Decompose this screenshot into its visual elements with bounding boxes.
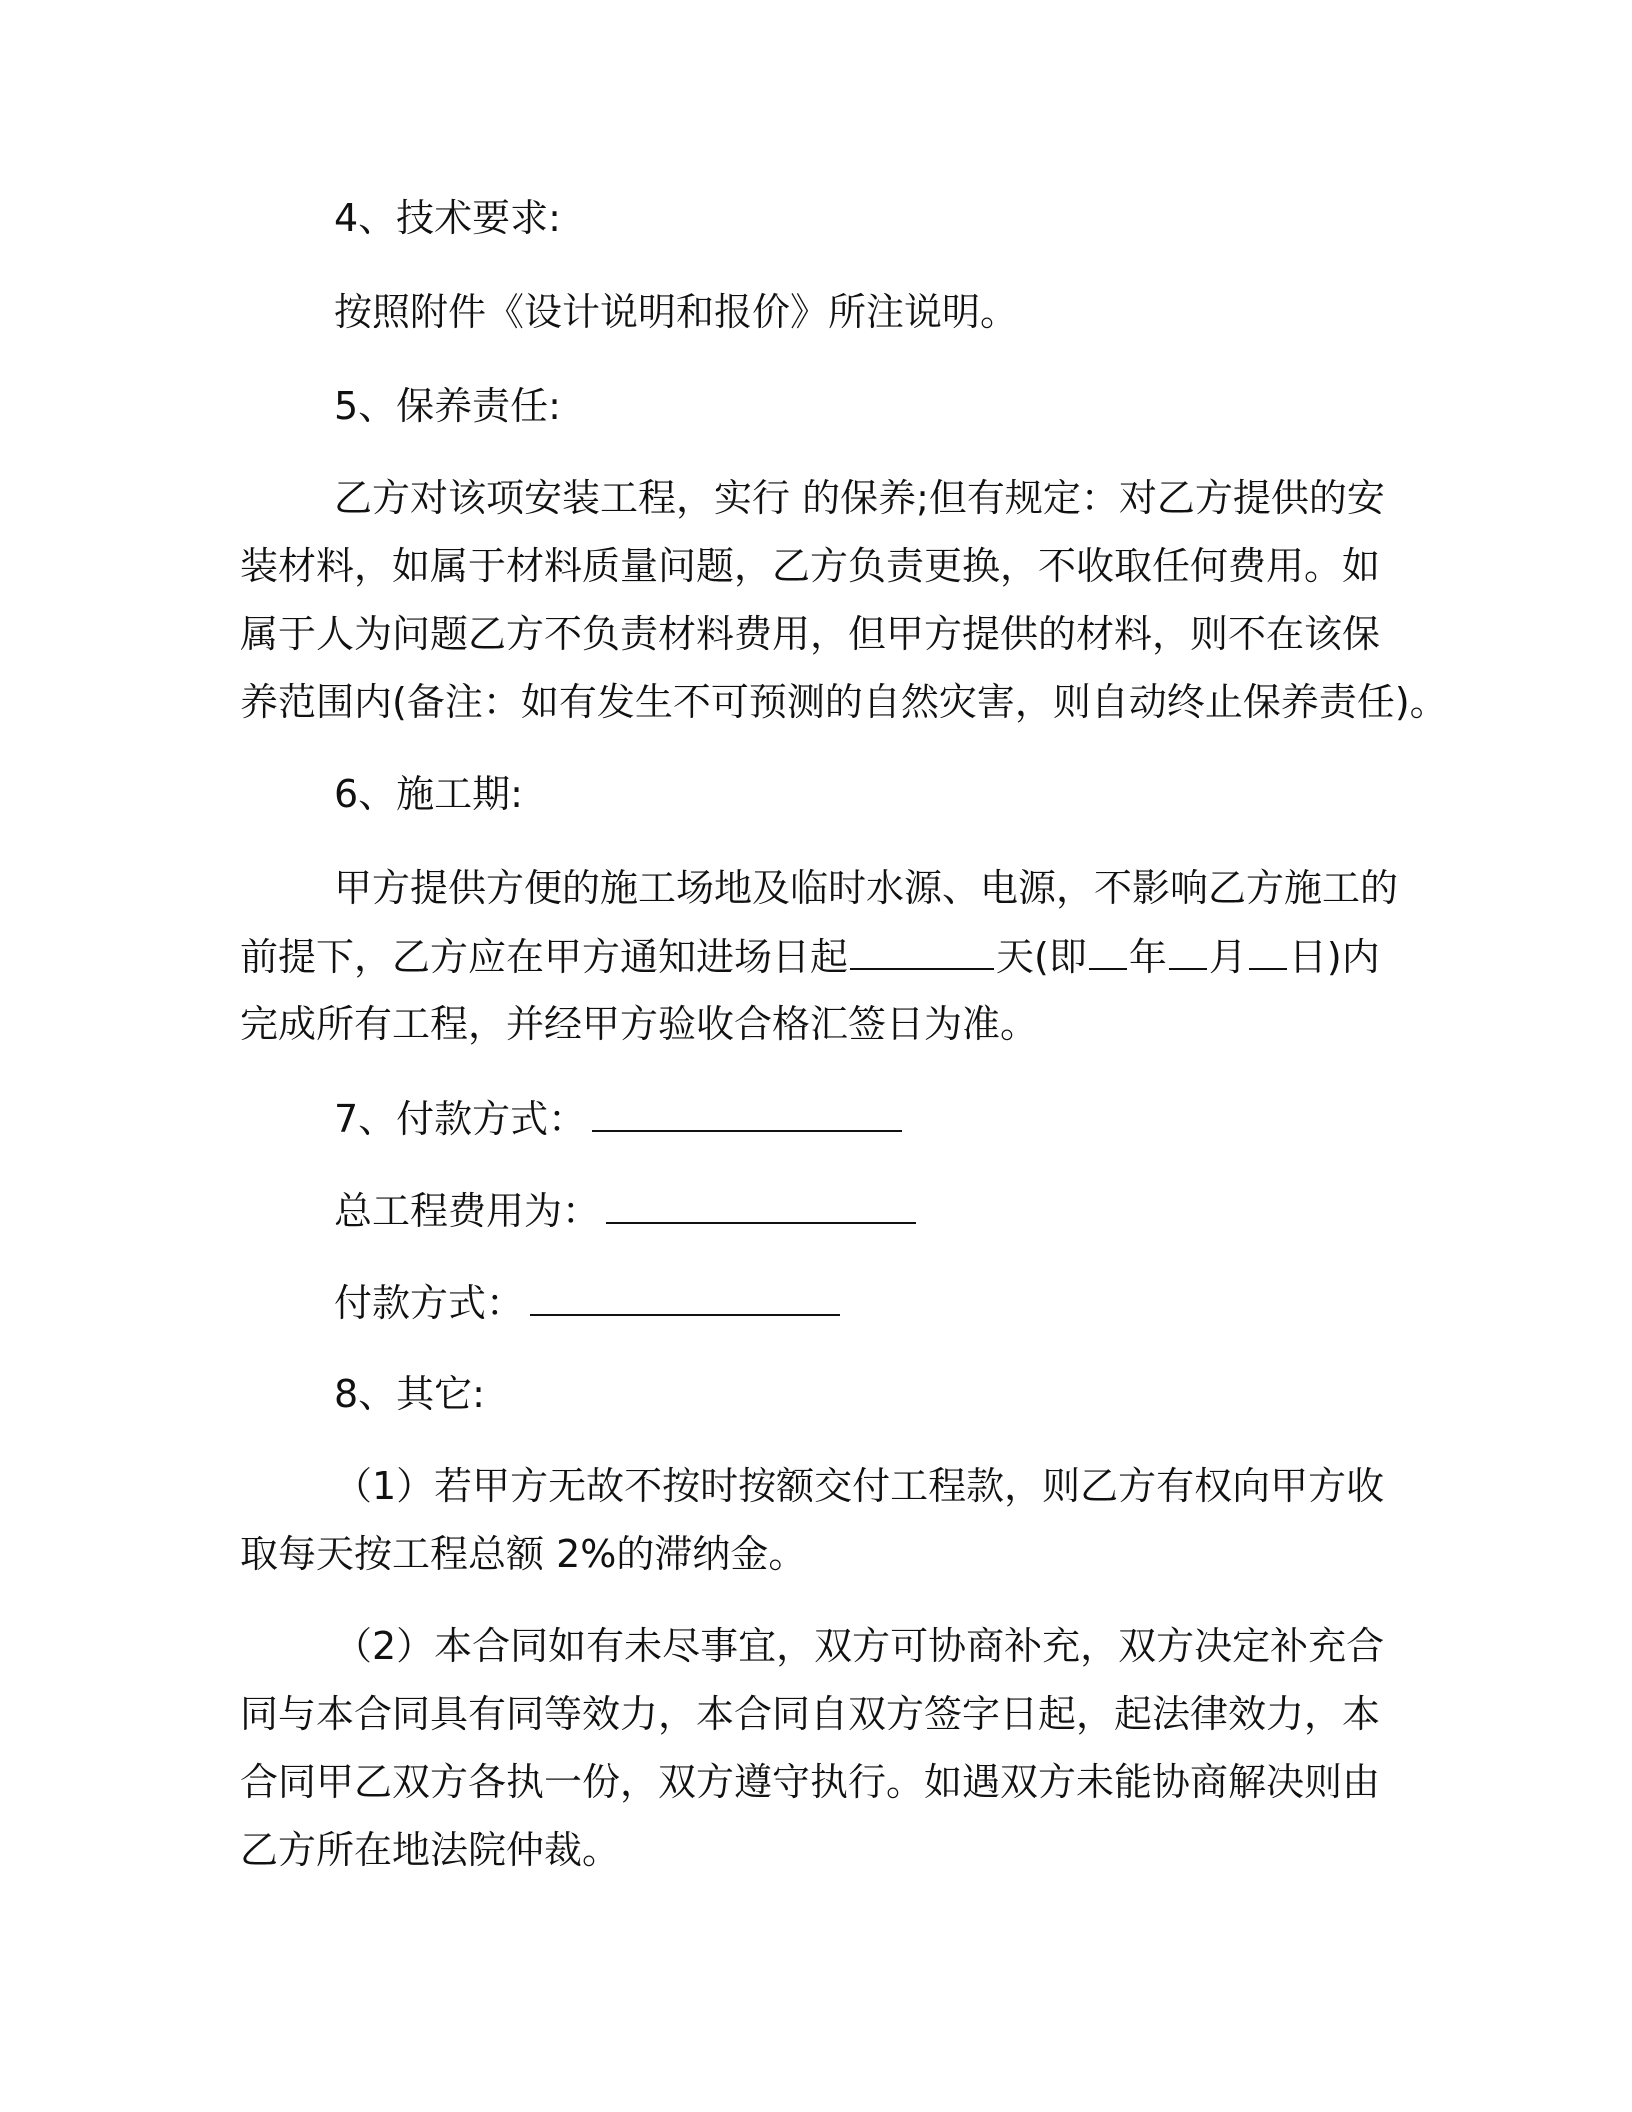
month-blank [1169, 934, 1207, 970]
section-8-item-2-line-3: 合同甲乙双方各执一份，双方遵守执行。如遇双方未能协商解决则由 [240, 1760, 1381, 1804]
section-8-item-2-line-1: （2）本合同如有未尽事宜，双方可协商补充，双方决定补充合 [334, 1624, 1385, 1668]
payment-blank [530, 1280, 840, 1316]
section-7-heading: 7、付款方式： [334, 1097, 587, 1141]
section-8-item-2-line-4: 乙方所在地法院仲裁。 [240, 1828, 621, 1872]
section-8-item-2-line-2: 同与本合同具有同等效力，本合同自双方签字日起，起法律效力，本 [240, 1692, 1381, 1736]
section-6-line-2-part-a: 前提下，乙方应在甲方通知进场日起 [240, 935, 849, 979]
section-8-item-1-line-1: （1）若甲方无故不按时按额交付工程款，则乙方有权向甲方收 [334, 1464, 1385, 1508]
section-4-heading: 4、技术要求: [334, 196, 561, 240]
payment-method-blank [592, 1096, 902, 1132]
section-6-line-1: 甲方提供方便的施工场地及临时水源、电源，不影响乙方施工的 [334, 866, 1399, 910]
total-cost-blank [606, 1188, 916, 1224]
section-6-day-label: 日)内 [1288, 935, 1380, 979]
section-5-line-1: 乙方对该项安装工程，实行 的保养;但有规定：对乙方提供的安 [334, 476, 1385, 520]
payment-row [334, 1280, 840, 1325]
total-cost-label: 总工程费用为： [334, 1189, 601, 1233]
section-4-text: 按照附件《设计说明和报价》所注说明。 [334, 290, 1019, 334]
section-6-heading: 6、施工期: [334, 772, 523, 816]
section-8-item-1-line-2: 取每天按工程总额 2%的滞纳金。 [240, 1532, 807, 1576]
section-6-line-2 [240, 934, 1380, 979]
year-blank [1089, 934, 1127, 970]
section-8-heading: 8、其它: [334, 1372, 485, 1416]
section-6-line-3: 完成所有工程，并经甲方验收合格汇签日为准。 [240, 1002, 1039, 1046]
section-6-year-label: 年 [1128, 935, 1167, 979]
section-5-heading: 5、保养责任: [334, 384, 561, 428]
section-5-line-4: 养范围内(备注：如有发生不可预测的自然灾害，则自动终止保养责任)。 [240, 680, 1448, 724]
total-cost-row [334, 1188, 916, 1233]
section-5-line-3: 属于人为问题乙方不负责材料费用，但甲方提供的材料，则不在该保 [240, 612, 1381, 656]
days-blank [850, 934, 994, 970]
section-7-heading-row [334, 1096, 902, 1141]
section-6-month-label: 月 [1208, 935, 1247, 979]
section-5-line-2: 装材料，如属于材料质量问题，乙方负责更换，不收取任何费用。如 [240, 544, 1381, 588]
section-6-line-2-part-b: 天(即 [996, 935, 1087, 979]
payment-label: 付款方式： [334, 1281, 525, 1325]
day-blank [1249, 934, 1287, 970]
